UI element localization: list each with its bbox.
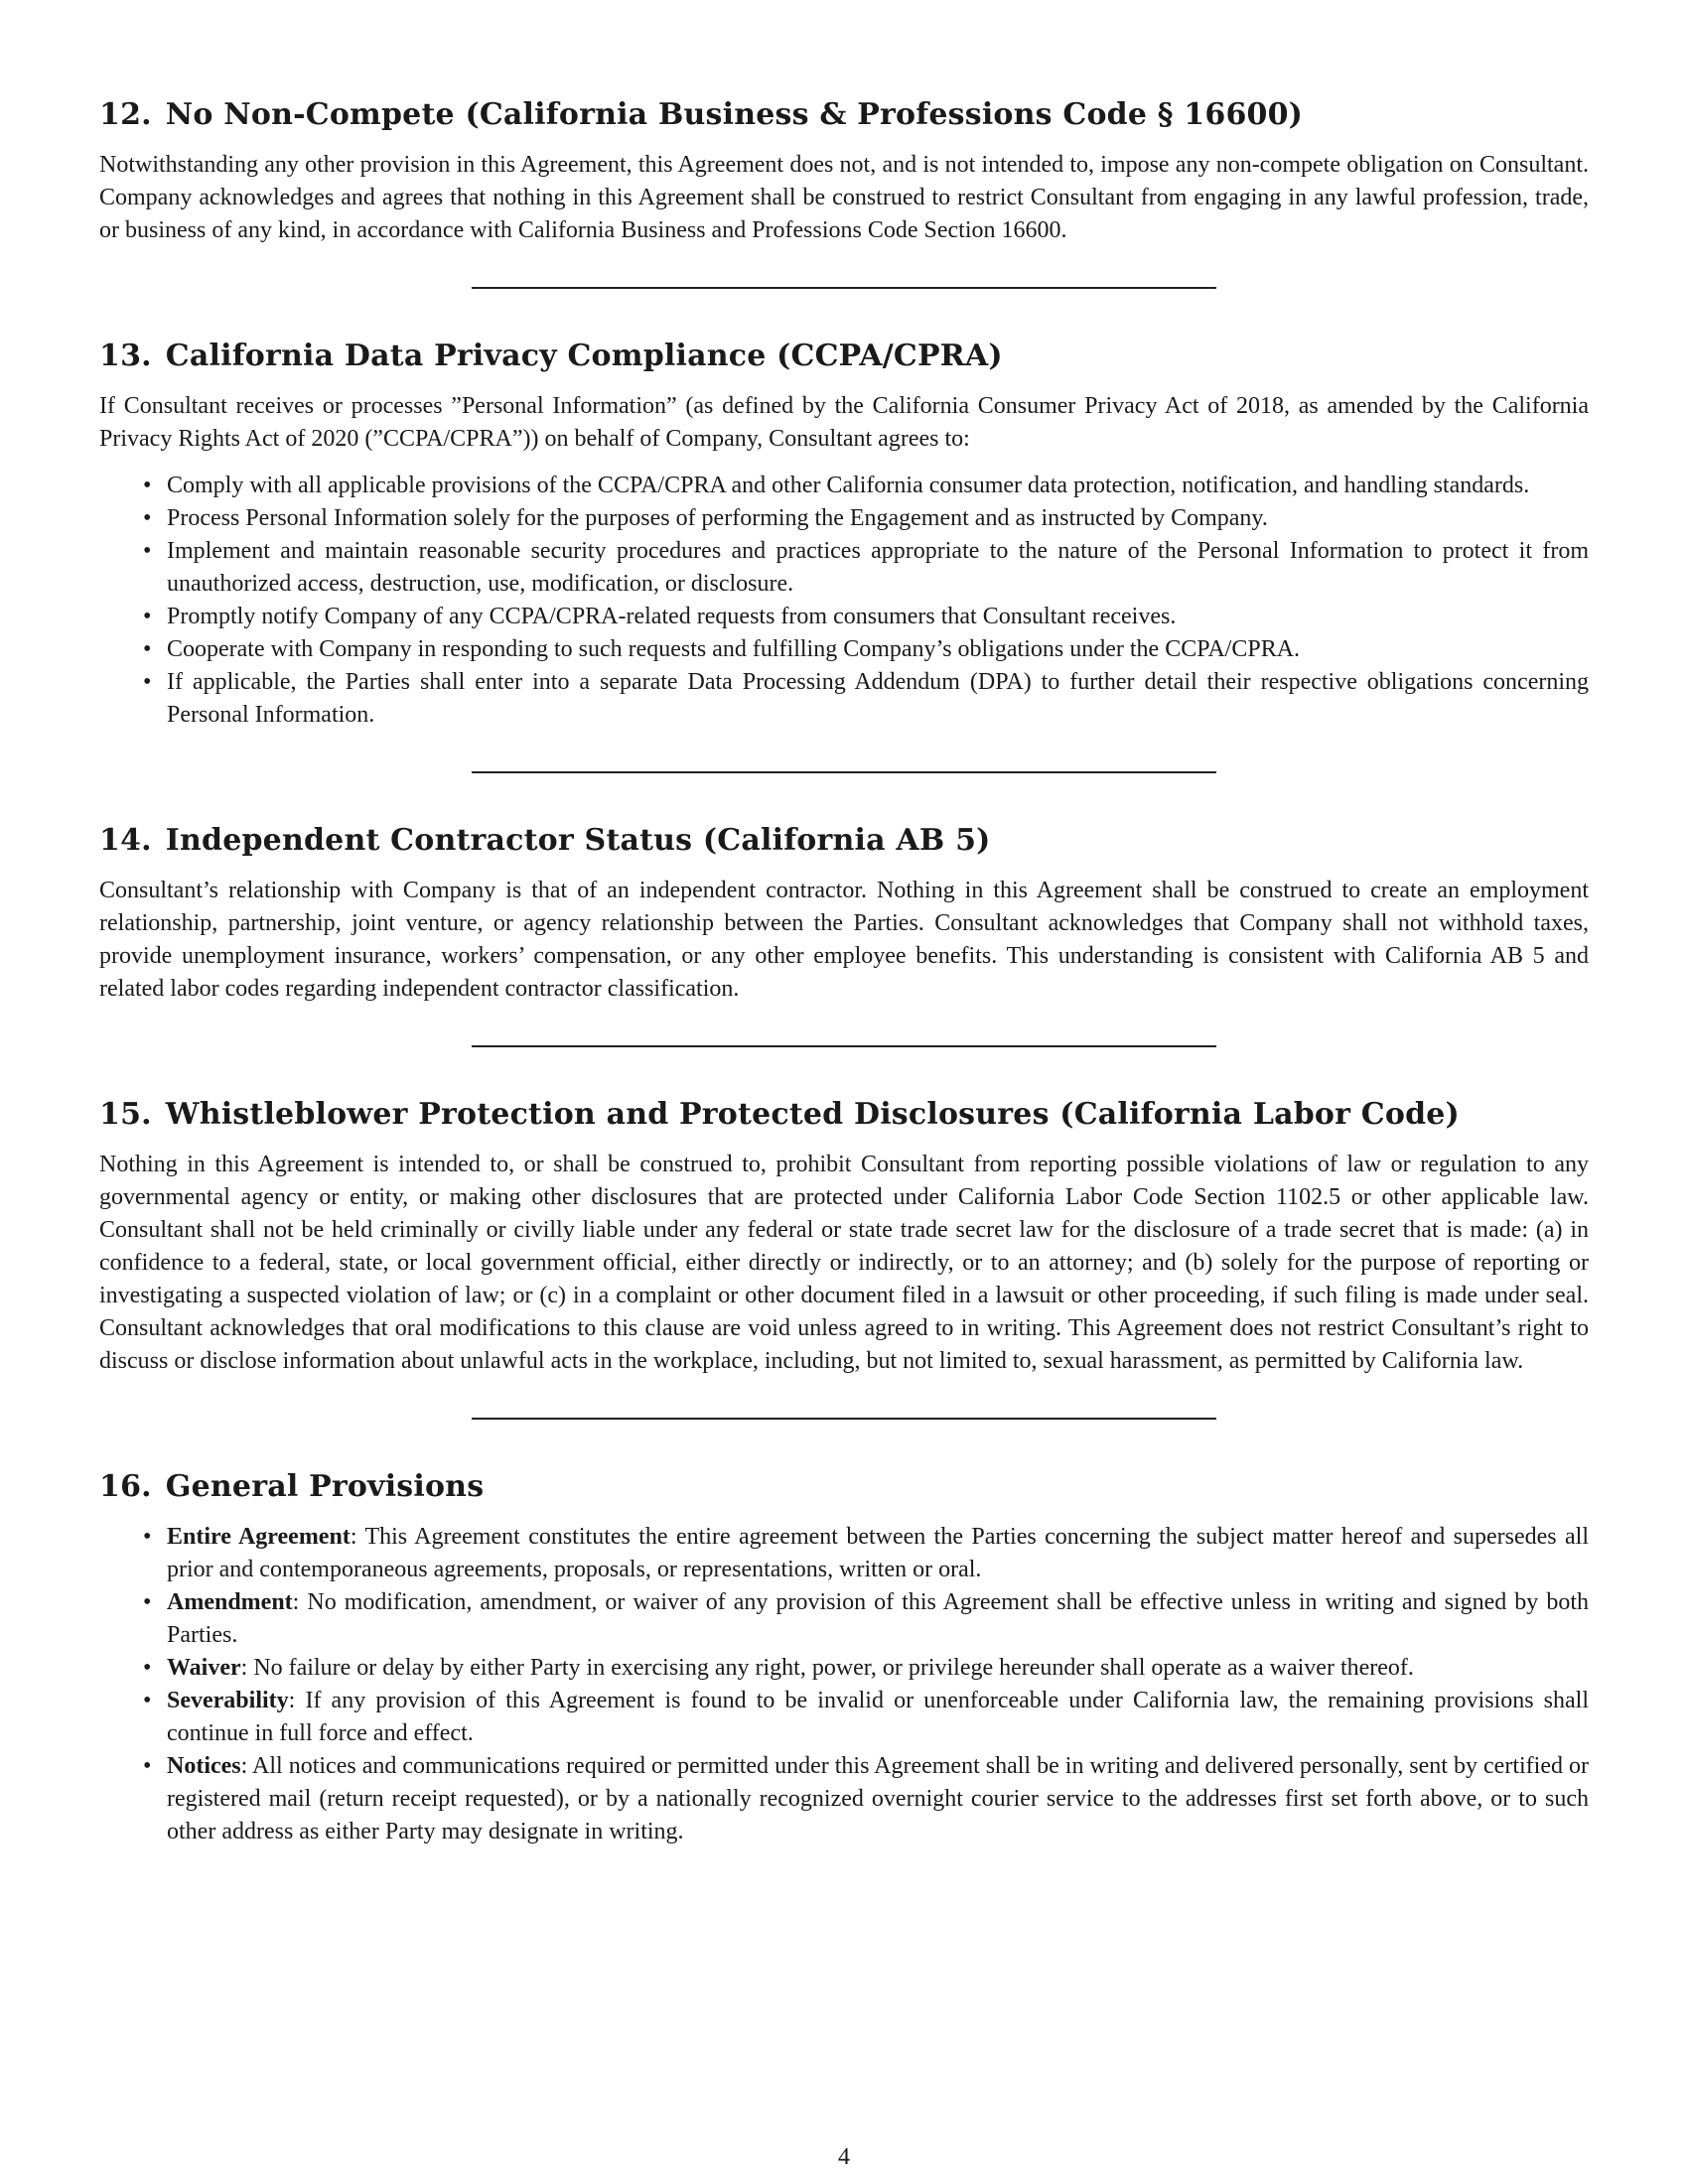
section-number: 13. xyxy=(99,339,152,373)
list-item: • Comply with all applicable provisions of the CCPA/CPRA and other California consumer data protection, notification, and handling standards. xyxy=(167,470,1589,502)
section-divider xyxy=(472,771,1216,773)
section-divider xyxy=(472,1418,1216,1420)
list-item xyxy=(167,1750,1589,1848)
section-body: If Consultant receives or processes ”Personal Information” (as defined by the California Consumer Privacy Act of 2018, as amended by the California Privacy Rights Act of 2020 (”CCPA/CPRA”)) on behalf of Company, Consultant agrees to: xyxy=(99,393,1589,452)
list-item xyxy=(167,1685,1589,1750)
section-body: Nothing in this Agreement is intended to, or shall be construed to, prohibit Consultant from reporting possible violations of law or regulation to any governmental agency or entity, or making other disclosures that are protected under California Labor Code Section 1102.5 or other applicable law. Consultant shall not be held criminally or civilly liable under any federal or state trade secret law for the disclosure of a trade secret that is made: (a) in confidence to a federal, state, or local government official, either directly or indirectly, or to an attorney; and (b) solely for the purpose of reporting or investigating a suspected violation of law; or (c) in a complaint or other document filed in a lawsuit or other proceeding, if such filing is made under seal. Consultant acknowledges that oral modifications to this clause are void unless agreed to in writing. This Agreement does not restrict Consultant’s right to discuss or disclose information about unlawful acts in the workplace, including, but not limited to, sexual harassment, as permitted by California law. xyxy=(99,1152,1589,1374)
section-15 xyxy=(99,1095,1589,1378)
document-page xyxy=(99,95,1589,1848)
provision-text: : No modification, amendment, or waiver of any provision of this Agreement shall be effective unless in writing and signed by both Parties. xyxy=(167,1589,1589,1648)
section-number: 15. xyxy=(99,1097,152,1132)
section-heading xyxy=(99,1467,1589,1507)
provision-term: Severability xyxy=(167,1688,289,1713)
section-16 xyxy=(99,1467,1589,1848)
provision-text: : If any provision of this Agreement is found to be invalid or unenforceable under California law, the remaining provisions shall continue in full force and effect. xyxy=(167,1688,1589,1746)
section-title: General Provisions xyxy=(165,1469,485,1504)
section-heading xyxy=(99,95,1589,135)
provision-term: Amendment xyxy=(167,1589,293,1615)
list-item: • Cooperate with Company in responding to such requests and fulfilling Company’s obligations under the CCPA/CPRA. xyxy=(167,633,1589,666)
list-item: • Promptly notify Company of any CCPA/CPRA-related requests from consumers that Consultant receives. xyxy=(167,601,1589,633)
section-heading xyxy=(99,821,1589,861)
list-item: • Implement and maintain reasonable security procedures and practices appropriate to the nature of the Personal Information to protect it from unauthorized access, destruction, use, modification, or disclosure. xyxy=(167,535,1589,601)
provision-term: Notices xyxy=(167,1753,241,1779)
page-number: 4 xyxy=(838,2144,850,2170)
section-title: No Non-Compete (California Business & Professions Code § 16600) xyxy=(165,97,1304,132)
provision-term: Waiver xyxy=(167,1655,241,1681)
section-body: Notwithstanding any other provision in this Agreement, this Agreement does not, and is not intended to, impose any non-compete obligation on Consultant. Company acknowledges and agrees that nothing in this Agreement shall be construed to restrict Consultant from engaging in any lawful profession, trade, or business of any kind, in accordance with California Business and Professions Code Section 16600. xyxy=(99,152,1589,243)
section-heading xyxy=(99,1095,1589,1135)
section-12 xyxy=(99,95,1589,247)
section-number: 16. xyxy=(99,1469,152,1504)
section-13 xyxy=(99,337,1589,732)
provision-text: : All notices and communications required or permitted under this Agreement shall be in writing and delivered personally, sent by certified or registered mail (return receipt requested), or by a nationally recognized overnight courier service to the addresses first set forth above, or to such other address as either Party may designate in writing. xyxy=(167,1753,1589,1844)
provisions-list xyxy=(99,1521,1589,1848)
section-divider xyxy=(472,287,1216,289)
section-number: 14. xyxy=(99,823,152,858)
list-item xyxy=(167,1652,1589,1685)
section-number: 12. xyxy=(99,97,152,132)
section-body: Consultant’s relationship with Company is that of an independent contractor. Nothing in this Agreement shall be construed to create an employment relationship, partnership, joint venture, or agency relationship between the Parties. Consultant acknowledges that Company shall not withhold taxes, provide unemployment insurance, workers’ compensation, or any other employee benefits. This understanding is consistent with California AB 5 and related labor codes regarding independent contractor classification. xyxy=(99,878,1589,1002)
obligations-list xyxy=(99,470,1589,732)
provision-term: Entire Agreement xyxy=(167,1524,351,1550)
section-title: California Data Privacy Compliance (CCPA/CPRA) xyxy=(165,339,1003,373)
section-title: Whistleblower Protection and Protected Disclosures (California Labor Code) xyxy=(165,1097,1460,1132)
list-item xyxy=(167,1521,1589,1586)
section-divider xyxy=(472,1045,1216,1047)
section-heading xyxy=(99,337,1589,376)
list-item: • If applicable, the Parties shall enter into a separate Data Processing Addendum (DPA) to further detail their respective obligations concerning Personal Information. xyxy=(167,666,1589,732)
list-item xyxy=(167,1586,1589,1652)
provision-text: : No failure or delay by either Party in exercising any right, power, or privilege hereunder shall operate as a waiver thereof. xyxy=(240,1655,1414,1681)
section-title: Independent Contractor Status (California AB 5) xyxy=(165,823,991,858)
provision-text: : This Agreement constitutes the entire agreement between the Parties concerning the subject matter hereof and supersedes all prior and contemporaneous agreements, proposals, or representations, written or oral. xyxy=(167,1524,1589,1582)
list-item: • Process Personal Information solely for the purposes of performing the Engagement and as instructed by Company. xyxy=(167,502,1589,535)
section-14 xyxy=(99,821,1589,1006)
